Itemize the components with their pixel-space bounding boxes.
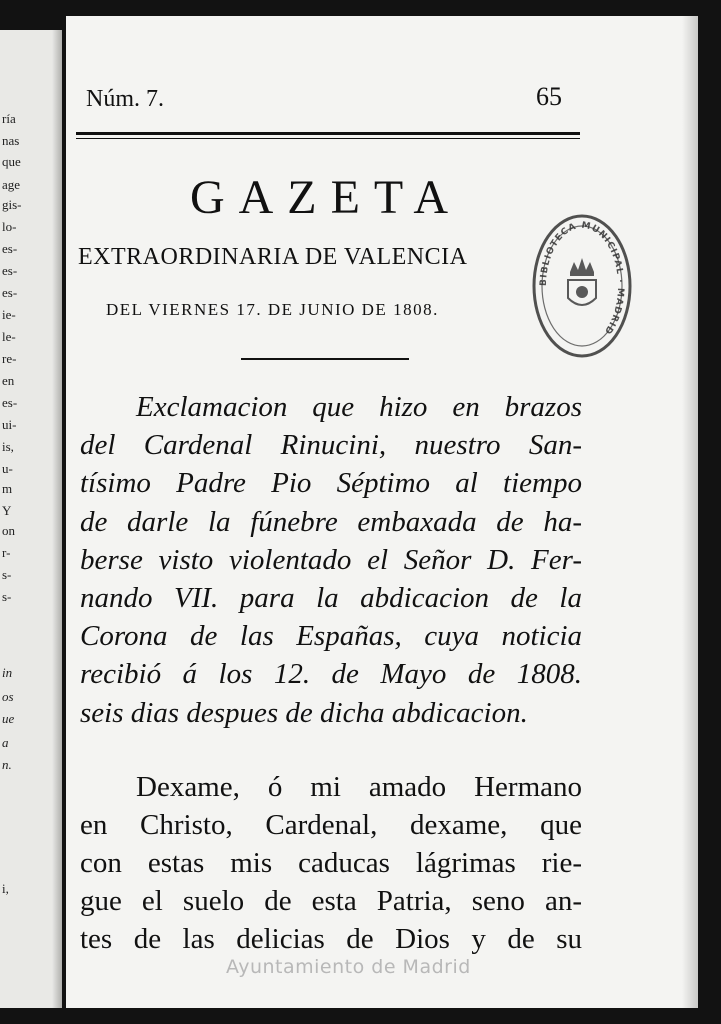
svg-text:BIBLIOTECA MUNICIPAL · MADRID <box>539 221 625 337</box>
facing-page-fragment: is, <box>2 439 14 454</box>
stamp-text: BIBLIOTECA MUNICIPAL · MADRID <box>538 220 626 337</box>
page-number: 65 <box>536 82 562 111</box>
heading-line: de darle la fúnebre embaxada de ha- <box>80 505 582 538</box>
header-rule-thin <box>76 138 580 139</box>
facing-page-fragment: s- <box>2 589 12 604</box>
header-rule-thick <box>76 132 580 135</box>
facing-page-fragment: le- <box>2 329 16 344</box>
document-page <box>66 16 698 1008</box>
facing-page-fragment: ue <box>2 711 15 726</box>
facing-page-fragment: lo- <box>2 219 17 234</box>
masthead-dateline: DEL VIERNES 17. DE JUNIO DE 1808. <box>106 300 439 319</box>
page-edge-shadow <box>682 16 698 1008</box>
article-heading <box>80 388 582 732</box>
archive-watermark: Ayuntamiento de Madrid <box>226 956 471 978</box>
facing-page-fragment: nas <box>2 133 20 148</box>
facing-page-fragment: ui- <box>2 417 17 432</box>
facing-page-fragment: es- <box>2 263 18 278</box>
heading-line: recibió á los 12. de Mayo de 1808. <box>80 658 582 691</box>
facing-page-edge <box>0 30 62 1008</box>
facing-page-fragment: en <box>2 373 15 388</box>
facing-page-fragment: gis- <box>2 197 22 212</box>
heading-line: Corona de las Españas, cuya noticia <box>80 620 582 653</box>
facing-page-fragment: que <box>2 154 21 169</box>
body-line: tes de las delicias de Dios y de su <box>80 923 582 955</box>
body-line: en Christo, Cardenal, dexame, que <box>80 809 582 841</box>
facing-page-fragment: es- <box>2 395 18 410</box>
heading-line: berse visto violentado el Señor D. Fer- <box>80 543 582 576</box>
facing-page-fragment: ie- <box>2 307 16 322</box>
heading-line: seis dias despues de dicha abdicacion. <box>80 696 528 729</box>
facing-page-fragment: ría <box>2 111 16 126</box>
library-stamp <box>528 212 636 360</box>
heading-line: del Cardenal Rinucini, nuestro San- <box>80 429 582 462</box>
facing-page-fragment: es- <box>2 285 18 300</box>
facing-page-fragment: es- <box>2 241 18 256</box>
facing-page-fragment: re- <box>2 351 17 366</box>
facing-page-fragment: n. <box>2 757 12 772</box>
coat-of-arms-icon <box>568 280 596 305</box>
facing-page-fragment: Y <box>2 503 12 518</box>
heading-line: nando VII. para la abdicacion de la <box>80 582 582 615</box>
facing-page-fragment: age <box>2 177 21 192</box>
heading-line: tísimo Padre Pio Séptimo al tiempo <box>80 467 582 500</box>
body-line: gue el suelo de esta Patria, seno an- <box>80 885 582 917</box>
article-body <box>80 768 582 958</box>
facing-page-fragment: s- <box>2 567 12 582</box>
facing-page-fragment: i, <box>2 881 9 896</box>
crown-icon <box>570 258 594 276</box>
body-line: Dexame, ó mi amado Hermano <box>136 771 582 803</box>
facing-page-fragment: in <box>2 665 13 680</box>
page-gutter-shadow <box>52 30 62 1008</box>
facing-page-fragment: a <box>2 735 9 750</box>
heading-line: Exclamacion que hizo en brazos <box>136 391 582 423</box>
section-divider <box>241 358 409 360</box>
facing-page-fragment: m <box>2 481 13 496</box>
facing-page-fragment: on <box>2 523 15 538</box>
masthead-title: GAZETA <box>189 171 463 224</box>
facing-page-fragment: r- <box>2 545 11 560</box>
facing-page-fragment: os <box>2 689 14 704</box>
facing-page-fragment: u- <box>2 461 13 476</box>
masthead-subtitle: EXTRAORDINARIA DE VALENCIA <box>78 244 468 270</box>
body-line: con estas mis caducas lágrimas rie- <box>80 847 582 879</box>
issue-number: Núm. 7. <box>86 86 164 112</box>
